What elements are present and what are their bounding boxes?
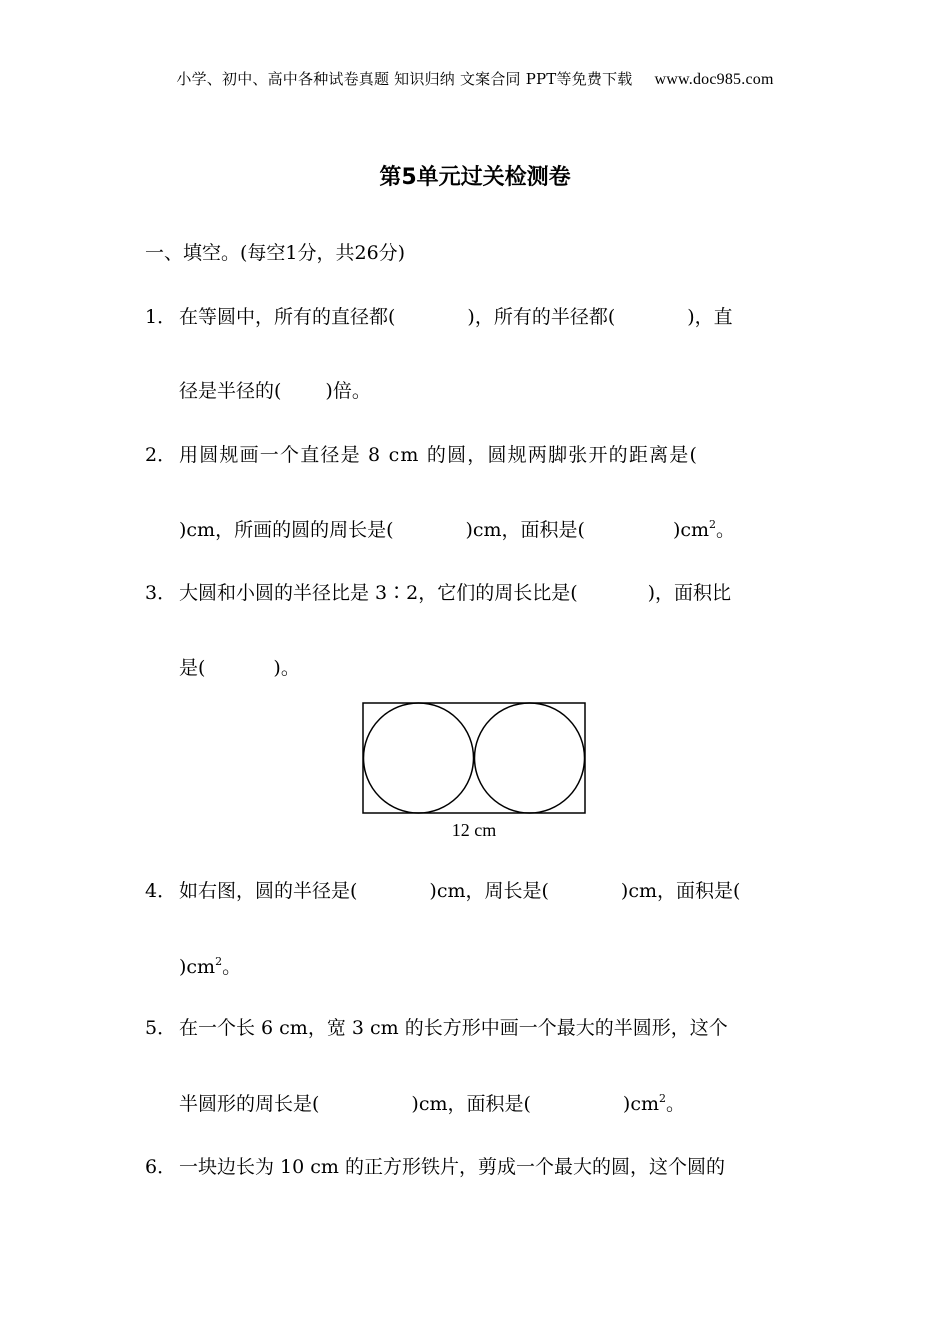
question-6-line-1 bbox=[145, 1152, 725, 1179]
question-2-line-1 bbox=[145, 440, 698, 467]
question-text: )cm bbox=[179, 956, 216, 978]
question-text: )，直 bbox=[687, 306, 733, 328]
page-header bbox=[0, 68, 950, 89]
question-2-line-2 bbox=[179, 515, 735, 542]
header-text: 小学、初中、高中各种试卷真题 知识归纳 文案合同 PPT等免费下载 bbox=[176, 70, 633, 88]
rectangle-two-circles-figure bbox=[362, 702, 588, 816]
question-text: 半圆形的周长是( bbox=[179, 1093, 320, 1115]
question-1-line-1 bbox=[145, 302, 733, 329]
question-3-line-2 bbox=[179, 653, 300, 680]
page-title: 第5单元过关检测卷 bbox=[379, 165, 571, 190]
question-text: )cm，面积是( bbox=[411, 1093, 531, 1115]
question-number: 6． bbox=[145, 1156, 177, 1178]
question-text: )，面积比 bbox=[647, 582, 732, 604]
question-text: 。 bbox=[665, 1093, 685, 1115]
question-text: )cm，所画的圆的周长是( bbox=[179, 519, 394, 541]
question-text: 在一个长 6 cm，宽 3 cm 的长方形中画一个最大的半圆形，这个 bbox=[179, 1017, 728, 1039]
question-number: 4． bbox=[145, 880, 177, 902]
question-text: )。 bbox=[273, 657, 300, 679]
question-text: )cm bbox=[672, 519, 710, 541]
question-text: 径是半径的( bbox=[179, 380, 282, 402]
superscript: 2 bbox=[658, 1092, 666, 1105]
question-1-line-2 bbox=[179, 376, 371, 403]
question-text: 用圆规画一个直径是 8 cm 的圆，圆规两脚张开的距离是( bbox=[179, 444, 699, 466]
question-text: 大圆和小圆的半径比是 3∶2，它们的周长比是( bbox=[179, 582, 578, 604]
question-text: 如右图，圆的半径是( bbox=[179, 880, 358, 902]
question-5-line-2 bbox=[179, 1089, 685, 1116]
superscript: 2 bbox=[709, 518, 717, 531]
question-text: )cm，面积是( bbox=[620, 880, 741, 902]
question-text: 一块边长为 10 cm 的正方形铁片，剪成一个最大的圆，这个圆的 bbox=[179, 1156, 725, 1178]
header-site: www.doc985.com bbox=[654, 71, 774, 88]
question-text: 。 bbox=[716, 519, 736, 541]
question-4-line-2 bbox=[179, 952, 241, 979]
question-3-line-1 bbox=[145, 578, 731, 605]
superscript: 2 bbox=[215, 955, 223, 968]
question-text: 在等圆中，所有的直径都( bbox=[179, 306, 396, 328]
question-number: 2． bbox=[145, 444, 177, 466]
question-number: 1． bbox=[145, 306, 177, 328]
question-number: 3． bbox=[145, 582, 177, 604]
question-text: )，所有的半径都( bbox=[467, 306, 616, 328]
question-text: )倍。 bbox=[325, 380, 371, 402]
figure-right-circle bbox=[475, 703, 585, 813]
question-4-line-1 bbox=[145, 876, 740, 903]
figure-left-circle bbox=[364, 703, 474, 813]
section-heading: 一、填空。(每空1分，共26分) bbox=[145, 242, 406, 264]
question-text: )cm bbox=[622, 1093, 659, 1115]
question-5-line-1 bbox=[145, 1013, 728, 1040]
question-text: 是( bbox=[179, 657, 206, 679]
question-text: )cm，面积是( bbox=[465, 519, 585, 541]
question-text: )cm，周长是( bbox=[429, 880, 549, 902]
question-number: 5． bbox=[145, 1017, 177, 1039]
figure-label: 12 cm bbox=[451, 820, 497, 840]
question-text: 。 bbox=[222, 956, 242, 978]
